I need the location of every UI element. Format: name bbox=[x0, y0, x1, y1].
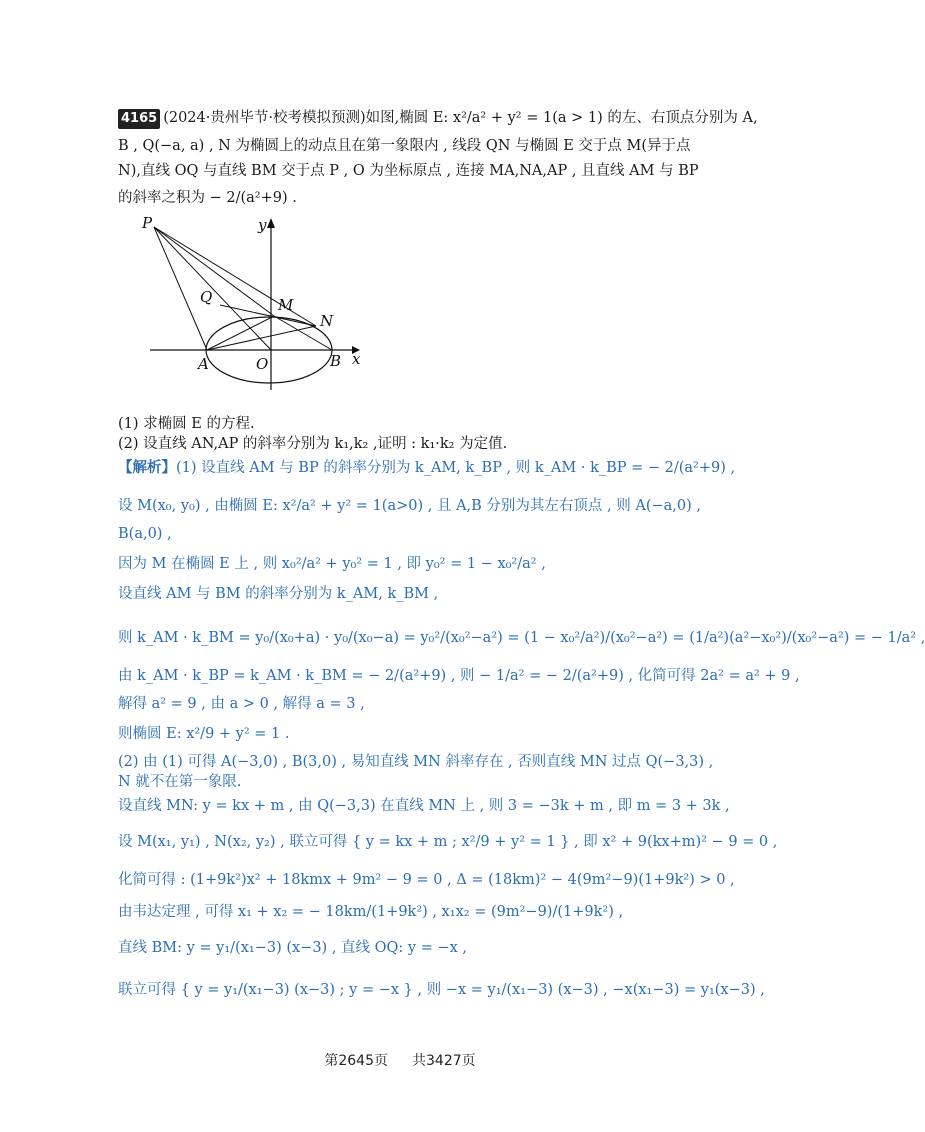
solution-line-1-text: (1) 设直线 AM 与 BP 的斜率分别为 k_AM, k_BP , 则 k_AM · k_BP = − 2/(a²+9) , bbox=[176, 460, 736, 476]
problem-line-3: N),直线 OQ 与直线 BM 交于点 P , O 为坐标原点 , 连接 MA,NA,AP , 且直线 AM 与 BP bbox=[118, 163, 699, 179]
label-y: y bbox=[258, 216, 267, 234]
solution-line-16: 直线 BM: y = y₁/(x₁−3) (x−3) , 直线 OQ: y = −x , bbox=[118, 940, 468, 956]
label-a: A bbox=[198, 355, 209, 373]
solution-line-10: (2) 由 (1) 可得 A(−3,0) , B(3,0) , 易知直线 MN 斜率存在 , 否则直线 MN 过点 Q(−3,3) , bbox=[118, 754, 714, 770]
solution-line-13: 设 M(x₁, y₁) , N(x₂, y₂) , 联立可得 { y = kx + m ; x²/9 + y² = 1 } , 即 x² + 9(kx+m)² − 9 = 0 , bbox=[118, 834, 778, 850]
segment-po bbox=[154, 227, 271, 350]
label-n: N bbox=[320, 312, 334, 330]
solution-line-7: 由 k_AM · k_BP = k_AM · k_BM = − 2/(a²+9) , 则 − 1/a² = − 2/(a²+9) , 化简可得 2a² = a² + 9 , bbox=[118, 668, 800, 684]
page-number: 第2645页 bbox=[324, 1053, 388, 1069]
segment-an bbox=[207, 326, 316, 350]
problem-number-badge: 4165 bbox=[118, 109, 160, 129]
solution-line-1 bbox=[118, 458, 735, 478]
solution-line-5: 设直线 AM 与 BM 的斜率分别为 k_AM, k_BM , bbox=[118, 586, 439, 602]
question-2: (2) 设直线 AN,AP 的斜率分别为 k₁,k₂ ,证明 : k₁·k₂ 为定值. bbox=[118, 436, 508, 452]
page-total: 共3427页 bbox=[412, 1053, 476, 1069]
solution-line-9: 则椭圆 E: x²/9 + y² = 1 . bbox=[118, 726, 290, 742]
problem-line-4: 的斜率之积为 − 2/(a²+9) . bbox=[118, 190, 297, 206]
y-axis-arrow bbox=[267, 218, 275, 228]
solution-line-6: 则 k_AM · k_BM = y₀/(x₀+a) · y₀/(x₀−a) = y₀²/(x₀²−a²) = (1 − x₀²/a²)/(x₀²−a²) = (1/a²)(a²−x₀²)/(x₀²−a²) = − 1/a² , bbox=[118, 630, 925, 646]
problem-line-1 bbox=[118, 108, 758, 129]
problem-line-1-text: (2024·贵州毕节·校考模拟预测)如图,椭圆 E: x²/a² + y² = 1(a > 1) 的左、右顶点分别为 A, bbox=[163, 110, 758, 126]
label-o: O bbox=[256, 355, 269, 373]
solution-line-17: 联立可得 { y = y₁/(x₁−3) (x−3) ; y = −x } , 则 −x = y₁/(x₁−3) (x−3) , −x(x₁−3) = y₁(x−3) , bbox=[118, 982, 765, 998]
solution-line-2: 设 M(x₀, y₀) , 由椭圆 E: x²/a² + y² = 1(a>0) , 且 A,B 分别为其左右顶点 , 则 A(−a,0) , bbox=[118, 498, 701, 514]
page-footer bbox=[0, 1050, 800, 1070]
question-1: (1) 求椭圆 E 的方程. bbox=[118, 416, 255, 432]
solution-line-8: 解得 a² = 9 , 由 a > 0 , 解得 a = 3 , bbox=[118, 696, 365, 712]
label-b: B bbox=[330, 352, 342, 370]
problem-line-2: B , Q(−a, a) , N 为椭圆上的动点且在第一象限内 , 线段 QN 与椭圆 E 交于点 M(异于点 bbox=[118, 138, 691, 154]
solution-line-11: N 就不在第一象限. bbox=[118, 774, 242, 790]
label-q: Q bbox=[200, 288, 213, 306]
solution-line-4: 因为 M 在椭圆 E 上 , 则 x₀²/a² + y₀² = 1 , 即 y₀² = 1 − x₀²/a² , bbox=[118, 556, 546, 572]
solution-line-3: B(a,0) , bbox=[118, 526, 172, 542]
label-m: M bbox=[278, 296, 294, 314]
solution-line-14: 化简可得 : (1+9k²)x² + 18kmx + 9m² − 9 = 0 , Δ = (18km)² − 4(9m²−9)(1+9k²) > 0 , bbox=[118, 872, 735, 888]
label-p: P bbox=[142, 214, 153, 232]
segment-am bbox=[207, 316, 274, 350]
label-x: x bbox=[352, 350, 361, 368]
ellipse-figure bbox=[140, 212, 380, 392]
solution-tag: 【解析】 bbox=[118, 459, 176, 476]
solution-line-15: 由韦达定理 , 可得 x₁ + x₂ = − 18km/(1+9k²) , x₁x₂ = (9m²−9)/(1+9k²) , bbox=[118, 904, 624, 920]
segment-pm bbox=[154, 227, 274, 316]
solution-line-12: 设直线 MN: y = kx + m , 由 Q(−3,3) 在直线 MN 上 , 则 3 = −3k + m , 即 m = 3 + 3k , bbox=[118, 798, 730, 814]
